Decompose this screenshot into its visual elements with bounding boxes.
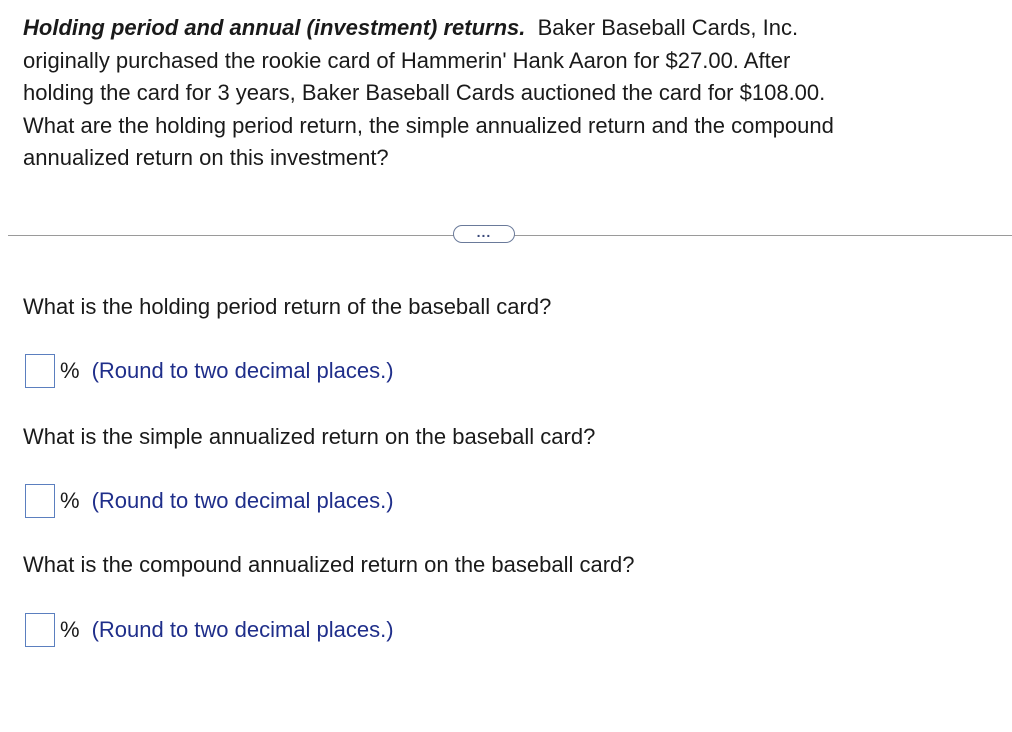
compound-annualized-return-input[interactable] [25,613,55,647]
percent-unit: % [60,617,80,642]
expand-button[interactable] [453,225,515,243]
problem-line-3: holding the card for 3 years, Baker Baseball Cards auctioned the card for $108.00. [23,80,826,105]
percent-unit: % [60,358,80,383]
problem-title: Holding period and annual (investment) returns. [23,15,526,40]
question-compound-annualized-return: What is the compound annualized return on the baseball card? [23,552,635,577]
question-holding-period-return: What is the holding period return of the baseball card? [23,294,552,319]
problem-text-1: Baker Baseball Cards, Inc. [537,15,799,40]
problem-line-5: annualized return on this investment? [23,145,389,170]
answer-row-compound-annualized-return [25,613,394,647]
holding-period-return-input[interactable] [25,354,55,388]
ellipsis-icon: ... [476,223,492,240]
percent-unit: % [60,488,80,513]
rounding-hint: (Round to two decimal places.) [91,358,394,383]
question-simple-annualized-return: What is the simple annualized return on the baseball card? [23,424,596,449]
answer-row-simple-annualized-return [25,484,394,518]
answer-row-holding-period-return [25,354,394,388]
rounding-hint: (Round to two decimal places.) [91,617,394,642]
rounding-hint: (Round to two decimal places.) [91,488,394,513]
simple-annualized-return-input[interactable] [25,484,55,518]
problem-line-2: originally purchased the rookie card of Hammerin' Hank Aaron for $27.00. After [23,47,791,73]
problem-statement [23,12,998,175]
problem-line-4: What are the holding period return, the simple annualized return and the compound [23,112,834,138]
problem-line-1 [23,12,998,45]
